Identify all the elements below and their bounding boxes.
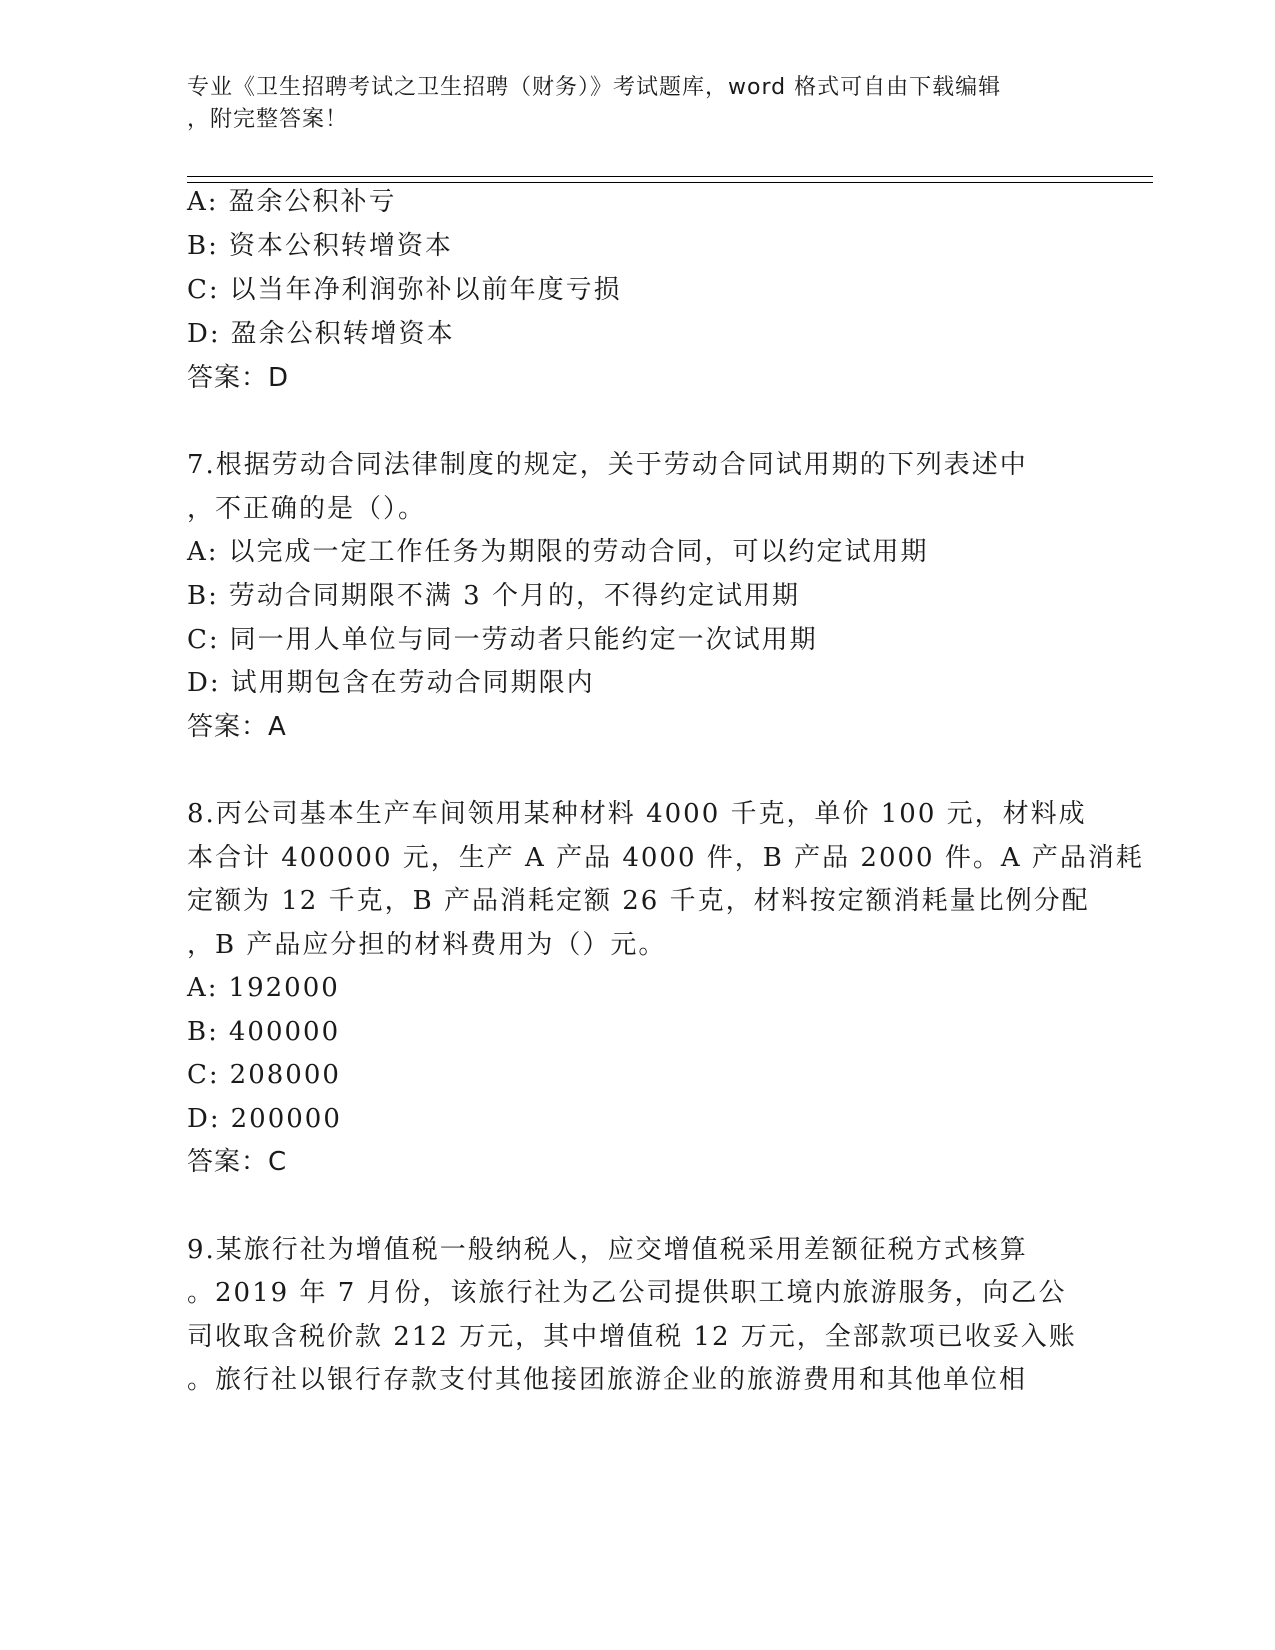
header-line-2: ，附完整答案！ — [187, 107, 349, 132]
q7-stem-line-2: ，不正确的是（）。 — [187, 494, 427, 524]
q8-option-c — [187, 1060, 341, 1090]
option-label: B: — [187, 581, 219, 611]
q9-stem-line-4: 。旅行社以银行存款支付其他接团旅游企业的旅游费用和其他单位相 — [187, 1365, 1028, 1395]
option-text: 资本公积转增资本 — [228, 231, 453, 261]
option-label: C: — [187, 275, 220, 305]
q8-stem-line-2: 本合计 400000 元，生产 A 产品 4000 件，B 产品 2000 件。A 产品消耗 — [187, 843, 1144, 873]
q6-option-d — [187, 319, 455, 349]
option-label: D: — [187, 1104, 221, 1134]
option-text: 192000 — [228, 973, 340, 1003]
option-label: A: — [187, 537, 219, 567]
q9-stem-line-3: 司收取含税价款 212 万元，其中增值税 12 万元，全部款项已收妥入账 — [187, 1322, 1077, 1352]
q8-stem-line-1: 8.丙公司基本生产车间领用某种材料 4000 千克，单价 100 元，材料成 — [187, 799, 1087, 829]
q6-option-a — [187, 187, 397, 217]
option-label: A: — [187, 973, 219, 1003]
option-label: C: — [187, 1060, 220, 1090]
option-label: D: — [187, 668, 221, 698]
q8-answer: 答案：C — [187, 1147, 288, 1177]
q9-stem-line-1: 9.某旅行社为增值税一般纳税人，应交增值税采用差额征税方式核算 — [187, 1235, 1028, 1265]
option-label: B: — [187, 1017, 219, 1047]
option-label: B: — [187, 231, 219, 261]
option-text: 以完成一定工作任务为期限的劳动合同，可以约定试用期 — [228, 537, 929, 567]
option-label: A: — [187, 187, 219, 217]
q6-option-b — [187, 231, 453, 261]
option-text: 同一用人单位与同一劳动者只能约定一次试用期 — [229, 625, 818, 655]
header-rule-top — [187, 176, 1153, 177]
q6-answer: 答案：D — [187, 363, 290, 393]
option-text: 208000 — [229, 1060, 341, 1090]
option-text: 盈余公积转增资本 — [230, 319, 455, 349]
q8-stem-line-4: ，B 产品应分担的材料费用为（）元。 — [187, 930, 667, 960]
option-text: 400000 — [228, 1017, 341, 1047]
q8-stem-line-3: 定额为 12 千克，B 产品消耗定额 26 千克，材料按定额消耗量比例分配 — [187, 886, 1090, 916]
option-text: 以当年净利润弥补以前年度亏损 — [229, 275, 622, 305]
option-label: C: — [187, 625, 220, 655]
option-text: 200000 — [230, 1104, 342, 1134]
option-text: 盈余公积补亏 — [228, 187, 397, 217]
option-label: D: — [187, 319, 221, 349]
document-header — [187, 72, 1067, 136]
q8-option-a — [187, 973, 340, 1003]
q7-option-a — [187, 537, 929, 567]
q7-option-b — [187, 581, 800, 611]
q6-option-c — [187, 275, 622, 305]
q8-option-d — [187, 1104, 342, 1134]
q7-answer: 答案：A — [187, 712, 287, 742]
q7-option-d — [187, 668, 595, 698]
q7-option-c — [187, 625, 818, 655]
q9-stem-line-2: 。2019 年 7 月份，该旅行社为乙公司提供职工境内旅游服务，向乙公 — [187, 1278, 1067, 1308]
option-text: 劳动合同期限不满 3 个月的，不得约定试用期 — [228, 581, 800, 611]
header-rule-bottom — [187, 182, 1153, 183]
option-text: 试用期包含在劳动合同期限内 — [230, 668, 595, 698]
q8-option-b — [187, 1017, 340, 1047]
header-line-1: 专业《卫生招聘考试之卫生招聘（财务）》考试题库，word 格式可自由下载编辑 — [187, 75, 1002, 100]
q7-stem-line-1: 7.根据劳动合同法律制度的规定，关于劳动合同试用期的下列表述中 — [187, 450, 1028, 480]
